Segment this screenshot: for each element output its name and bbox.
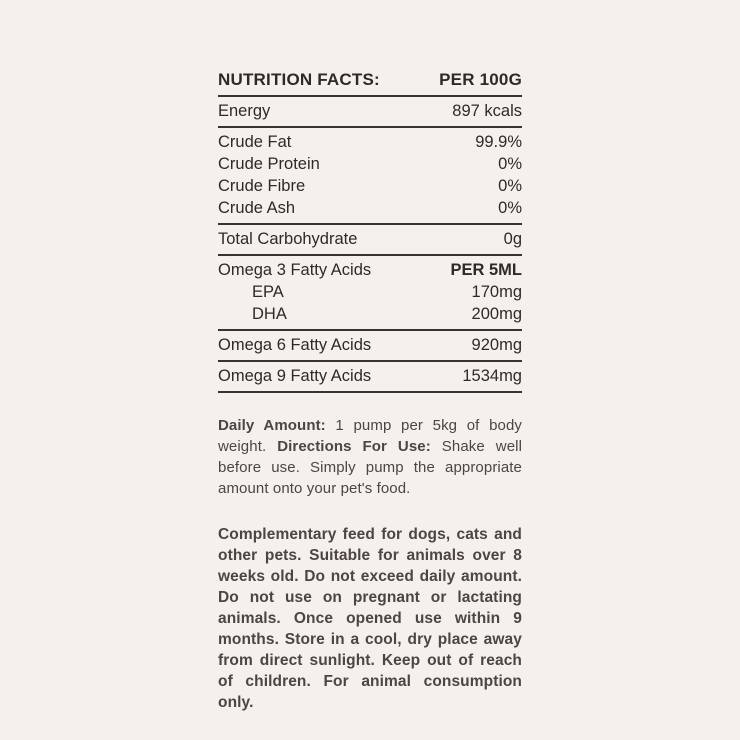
table-header: [218, 70, 522, 97]
nutrient-name: DHA: [252, 305, 287, 323]
nutrient-value: 0%: [498, 155, 522, 173]
section-omega3: [218, 256, 522, 331]
directions-paragraph: [218, 415, 522, 499]
nutrient-name: Crude Protein: [218, 155, 320, 173]
table-row: [218, 175, 522, 197]
section-energy: [218, 97, 522, 128]
section-crude-analysis: [218, 128, 522, 225]
nutrient-value: 99.9%: [475, 133, 522, 151]
directions-for-use-label: Directions For Use:: [277, 438, 431, 455]
table-row: [218, 228, 522, 250]
section-carbohydrate: [218, 225, 522, 256]
nutrient-value: 200mg: [471, 305, 522, 323]
table-row: [218, 303, 522, 325]
table-row: [218, 365, 522, 387]
nutrient-name: Total Carbohydrate: [218, 230, 358, 248]
nutrient-name: Omega 6 Fatty Acids: [218, 336, 372, 354]
nutrient-value: 1534mg: [462, 367, 522, 385]
table-row: [218, 100, 522, 122]
nutrient-name: Omega 3 Fatty Acids: [218, 261, 372, 279]
table-title: NUTRITION FACTS:: [218, 70, 380, 89]
directions-for-use-text: Shake well before use. Simply pump the appropriate amount onto your pet's food.: [218, 438, 523, 497]
nutrient-name: EPA: [252, 283, 284, 301]
table-row: [218, 281, 522, 303]
nutrient-name: Crude Fibre: [218, 177, 306, 195]
section-omega9: [218, 362, 522, 393]
nutrient-value: 0g: [503, 230, 522, 248]
nutrient-value: 170mg: [471, 283, 522, 301]
daily-amount-label: Daily Amount:: [218, 417, 326, 434]
nutrient-name: Crude Ash: [218, 199, 296, 217]
table-row: [218, 131, 522, 153]
warning-paragraph: Complementary feed for dogs, cats and other pets. Suitable for animals over 8 weeks old. Do not exceed daily amount. Do not use on pregnant or lactating animals. Once opened use within 9 months. Store in a cool, dry place away from direct sunlight. Keep out of reach of children. For animal consumption only.: [218, 526, 522, 711]
section-omega6: [218, 331, 522, 362]
per-5ml-unit: PER 5ML: [450, 261, 522, 279]
nutrient-value: 920mg: [471, 336, 522, 354]
table-row: [218, 153, 522, 175]
table-row: [218, 259, 522, 281]
nutrient-value: 897 kcals: [452, 102, 522, 120]
nutrient-name: Energy: [218, 102, 271, 120]
nutrition-label: [218, 70, 522, 729]
nutrient-name: Omega 9 Fatty Acids: [218, 367, 372, 385]
nutrient-name: Crude Fat: [218, 133, 292, 151]
daily-amount-text: 1 pump per 5kg of body weight.: [218, 417, 522, 455]
nutrient-value: 0%: [498, 177, 522, 195]
table-row: [218, 334, 522, 356]
table-per-unit: PER 100G: [439, 70, 522, 89]
table-row: [218, 197, 522, 219]
nutrient-value: 0%: [498, 199, 522, 217]
